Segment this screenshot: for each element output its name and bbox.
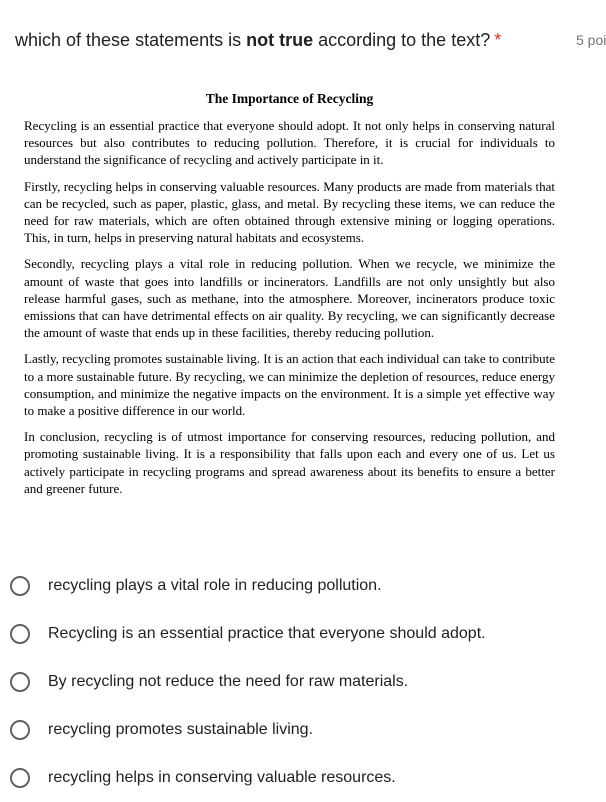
answer-option-label[interactable]: By recycling not reduce the need for raw materials. (48, 673, 409, 690)
radio-button-icon[interactable] (10, 672, 30, 692)
question-title (15, 30, 490, 50)
answer-option[interactable] (10, 610, 580, 658)
radio-button-icon[interactable] (10, 720, 30, 740)
answer-option-label[interactable]: recycling plays a vital role in reducing pollution. (48, 577, 382, 594)
points-label: 5 poi (576, 32, 606, 48)
answer-options (10, 562, 580, 802)
radio-button-icon[interactable] (10, 576, 30, 596)
question-header (15, 27, 606, 53)
answer-option[interactable] (10, 754, 580, 802)
required-marker: * (494, 30, 502, 50)
radio-button-icon[interactable] (10, 768, 30, 788)
article-paragraph: Firstly, recycling helps in conserving valuable resources. Many products are made from materials that can be recycled, such as paper, plastic, glass, and metal. By recycling these items, we can reduce the need for raw materials, which are often obtained through extensive mining or logging operations. This, in turn, helps in preserving natural habitats and ecosystems. (24, 178, 555, 246)
question-text-emphasis: not true (246, 30, 314, 50)
answer-option-label[interactable]: recycling helps in conserving valuable resources. (48, 769, 396, 786)
article-paragraph: Recycling is an essential practice that everyone should adopt. It not only helps in conserving natural resources but also contributes to reducing pollution. Therefore, it is crucial for individuals to understand the significance of recycling and actively participate in it. (24, 118, 555, 168)
answer-option[interactable] (10, 706, 580, 754)
article-paragraph: Lastly, recycling promotes sustainable living. It is an action that each individual can take to contribute to a more sustainable future. By recycling, we can minimize the depletion of resources, reduce energy consumption, and minimize the negative impacts on the environment. It is a simple yet effective way to make a positive difference in our world. (24, 351, 555, 419)
answer-option[interactable] (10, 562, 580, 610)
answer-option-label[interactable]: Recycling is an essential practice that everyone should adopt. (48, 625, 486, 642)
question-text-after: according to the text? (313, 30, 491, 50)
question-text-before: which of these statements is (15, 30, 247, 50)
radio-button-icon[interactable] (10, 624, 30, 644)
article-title: The Importance of Recycling (205, 91, 374, 106)
answer-option-label[interactable]: recycling promotes sustainable living. (48, 721, 314, 738)
article-image (24, 90, 555, 506)
article-paragraph: In conclusion, recycling is of utmost importance for conserving resources, reducing pollution, and promoting sustainable living. It is a responsibility that falls upon each and every one of us. Let us actively participate in recycling programs and spread awareness about its benefits to ensure a better and greener future. (24, 429, 555, 496)
answer-option[interactable] (10, 658, 580, 706)
article-paragraph: Secondly, recycling plays a vital role in reducing pollution. When we recycle, we minimize the amount of waste that goes into landfills or incinerators. Landfills are not only unsightly but also release harmful gases, such as methane, into the atmosphere. Moreover, incinerators produce toxic emissions that can have detrimental effects on air quality. By recycling, we can significantly decrease the amount of waste that ends up in these facilities, thereby reducing pollution. (24, 256, 555, 341)
